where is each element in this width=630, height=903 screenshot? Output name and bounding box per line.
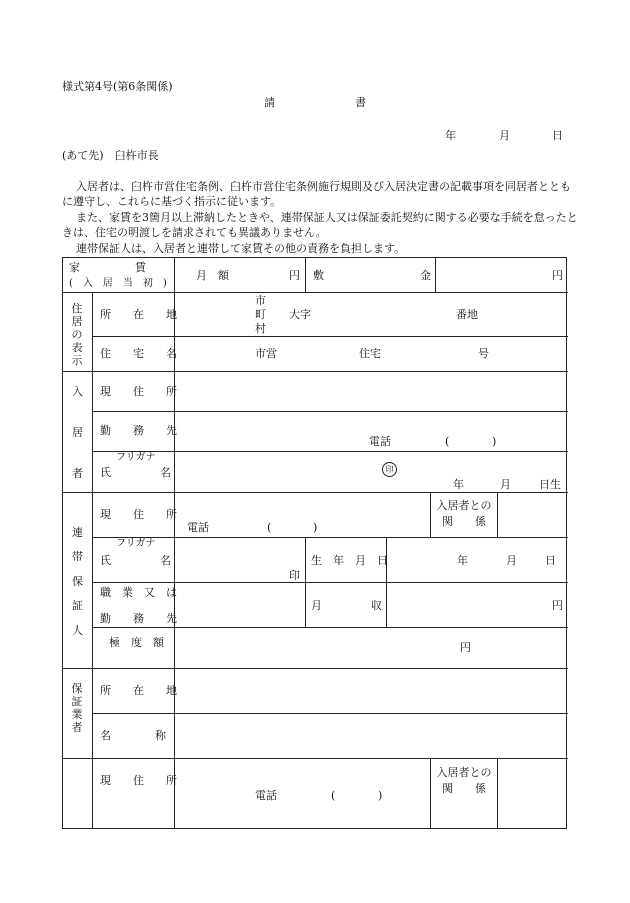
guarantor-label-3: 保 <box>72 575 83 588</box>
addressee: (あて先) 臼杵市長 <box>62 149 159 162</box>
guarantor-occupation-label-2: 勤 務 先 <box>100 612 177 625</box>
tenant-birth-day: 日生 <box>539 478 561 491</box>
guarantor-name-label-2: 名 <box>160 554 171 567</box>
para2-line1: また、家賃を3箇月以上滞納したときや、連帯保証人又は保証委託契約に関する必要な手続を怠ったと <box>76 211 578 224</box>
monthly-rent-yen: 円 <box>289 269 300 282</box>
shiei-label: 市営 <box>255 347 277 360</box>
tenant-birth-year: 年 <box>453 478 464 491</box>
guarantor-birth-day: 日 <box>545 554 556 567</box>
monthly-rent-label: 月 額 <box>196 269 229 282</box>
guarantor-income-yen: 円 <box>552 599 563 612</box>
guarantor-birth-year: 年 <box>457 554 468 567</box>
location-label: 所 在 地 <box>100 308 177 321</box>
guarantor-income-label-1: 月 <box>311 599 322 612</box>
tenant-birth-month: 月 <box>500 478 511 491</box>
tenant-name-label-2: 名 <box>160 466 171 479</box>
city-mura: 村 <box>255 322 266 335</box>
tenant-name-label-1: 氏 <box>100 466 111 479</box>
para3: 連帯保証人は、入居者と連帯して家賃その他の責務を負担します。 <box>76 242 406 255</box>
tenant-phone-paren-open: ( <box>445 435 450 448</box>
tenant-phone-paren-close: ) <box>492 435 497 448</box>
limit-amount-label: 極 度 額 <box>109 636 164 649</box>
last-phone-paren-close: ) <box>378 789 383 802</box>
guarantor-phone-label: 電話 <box>187 521 209 534</box>
guarantor-address-label: 現 住 所 <box>100 508 177 521</box>
tenant-furigana-label: フリガナ <box>116 452 156 463</box>
guarantor-phone-paren-open: ( <box>267 521 272 534</box>
guarantor-occupation-label-1: 職 業 又 は <box>100 586 177 599</box>
guarantor-relation-label-2: 関 係 <box>442 515 486 528</box>
tenant-label-2: 居 <box>72 426 83 439</box>
oaza-label: 大字 <box>289 308 311 321</box>
deposit-yen: 円 <box>552 269 563 282</box>
tenant-phone-label: 電話 <box>369 435 391 448</box>
para1-line1: 入居者は、臼杵市営住宅条例、臼杵市営住宅条例施行規則及び入居決定書の記載事項を同居者ととも <box>76 180 571 193</box>
tenant-label-3: 者 <box>72 467 83 480</box>
rent-label-sub: ( 入 居 当 初 ) <box>69 278 167 289</box>
guarantor-seal: 印 <box>289 569 300 582</box>
company-name-label: 名 称 <box>100 729 166 742</box>
housing-display-label: 住居の表示 <box>71 302 83 367</box>
application-form-table <box>62 257 567 829</box>
guarantor-label-2: 帯 <box>72 550 83 563</box>
go-label: 号 <box>478 347 489 360</box>
city-machi: 町 <box>255 308 266 321</box>
guarantor-label-1: 連 <box>72 526 83 539</box>
guarantor-phone-paren-close: ) <box>313 521 318 534</box>
jutaku-label: 住宅 <box>359 347 381 360</box>
deposit-label-2: 金 <box>420 269 431 282</box>
rent-label: 家 賃 <box>69 261 146 274</box>
para1-line2: に遵守し、これらに基づく指示に従います。 <box>62 195 282 208</box>
tenant-workplace-label: 勤 務 先 <box>100 424 177 437</box>
date-day: 日 <box>552 129 563 142</box>
limit-amount-yen: 円 <box>460 641 471 654</box>
last-phone-label: 電話 <box>255 789 277 802</box>
company-location-label: 所 在 地 <box>100 684 177 697</box>
guarantor-label-4: 証 <box>72 599 83 612</box>
form-number: 様式第4号(第6条関係) <box>62 80 173 93</box>
title-char-2: 書 <box>355 96 366 109</box>
last-phone-paren-open: ( <box>331 789 336 802</box>
guarantor-income-label-2: 収 <box>371 599 382 612</box>
date-month: 月 <box>499 129 510 142</box>
guarantor-furigana-label: フリガナ <box>116 538 156 549</box>
guarantor-name-label-1: 氏 <box>100 554 111 567</box>
para2-line2: きは、住宅の明渡しを請求されても異議ありません。 <box>62 226 327 239</box>
last-relation-label-2: 関 係 <box>442 782 486 795</box>
tenant-label-1: 入 <box>72 385 83 398</box>
guarantor-label-5: 人 <box>72 624 83 637</box>
title-char-1: 請 <box>264 96 275 109</box>
guarantor-relation-label-1: 入居者との <box>436 499 492 512</box>
tenant-seal-mark: 印 <box>382 462 397 477</box>
guarantor-birthdate-label: 生 年 月 日 <box>311 554 388 567</box>
city-ichi: 市 <box>255 294 266 307</box>
deposit-label: 敷 <box>313 269 324 282</box>
guarantor-birth-month: 月 <box>506 554 517 567</box>
company-label: 保証業者 <box>71 682 83 734</box>
banchi-label: 番地 <box>456 308 478 321</box>
last-address-label: 現 住 所 <box>100 774 177 787</box>
tenant-address-label: 現 住 所 <box>100 385 177 398</box>
date-year: 年 <box>445 129 456 142</box>
last-relation-label-1: 入居者との <box>436 766 492 779</box>
house-name-label: 住 宅 名 <box>100 347 177 360</box>
